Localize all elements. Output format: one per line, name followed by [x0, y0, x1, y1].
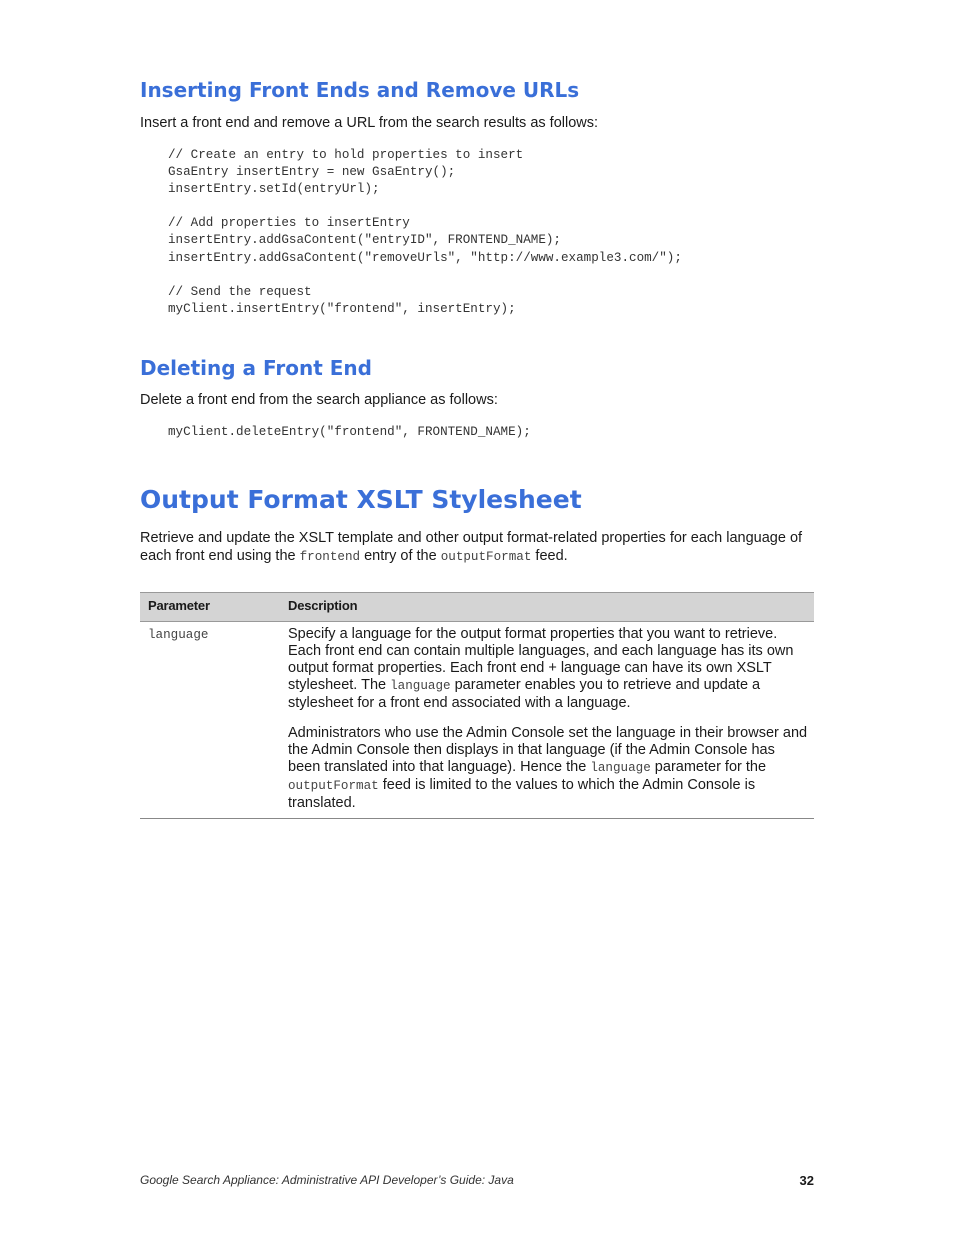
footer-title: Google Search Appliance: Administrative API Developer’s Guide: Java: [140, 1173, 514, 1187]
heading-deleting-front-end: Deleting a Front End: [140, 356, 372, 380]
table-header: [140, 592, 814, 622]
heading-inserting-front-ends: Inserting Front Ends and Remove URLs: [140, 78, 580, 102]
heading-output-format-xslt: Output Format XSLT Stylesheet: [140, 485, 582, 514]
inserting-intro: Insert a front end and remove a URL from the search results as follows:: [140, 115, 599, 131]
param-language: language: [148, 628, 209, 642]
output-format-intro: Retrieve and update the XSLT template and other output format-related properties for each language of each front end using the frontend entry of the outputFormat feed.: [140, 530, 803, 564]
table-row: [140, 622, 814, 818]
parameter-table: [140, 592, 814, 819]
deleting-intro: Delete a front end from the search appliance as follows:: [140, 392, 498, 408]
inserting-code-block: // Create an entry to hold properties to insert GsaEntry insertEntry = new GsaEntry(); insertEntry.setId(entryUrl); // Add properties to insertEntry insertEntry.addGsaContent("entryID", FRONTEND_NAME); insertEntry.addGsaContent("removeUrls", "http://www.example3.com/"); // Send the request myClient.insertEntry("frontend", insertEntry);: [168, 148, 682, 316]
code-outputformat: outputFormat: [440, 549, 532, 564]
header-parameter: Parameter: [148, 598, 210, 613]
description-paragraph-1: Specify a language for the output format properties that you want to retrieve. Each front end can contain multiple languages, and each language has its own output format properties. Each front end + language can have its own XSLT stylesheet. The language parameter enables you to retrieve and update a stylesheet for a front end associated with a language.: [288, 626, 794, 711]
page-number: 32: [799, 1173, 814, 1188]
code-frontend: frontend: [299, 549, 361, 564]
param-description: [288, 626, 808, 825]
deleting-code-block: myClient.deleteEntry("frontend", FRONTEND_NAME);: [168, 425, 531, 439]
description-paragraph-2: Administrators who use the Admin Console set the language in their browser and the Admin Console then displays in that language (if the Admin Console has been translated into that language). Hence the language parameter for the outputFormat feed is limited to the values to which the Admin Console is translated.: [288, 725, 808, 811]
header-description: Description: [288, 598, 358, 613]
